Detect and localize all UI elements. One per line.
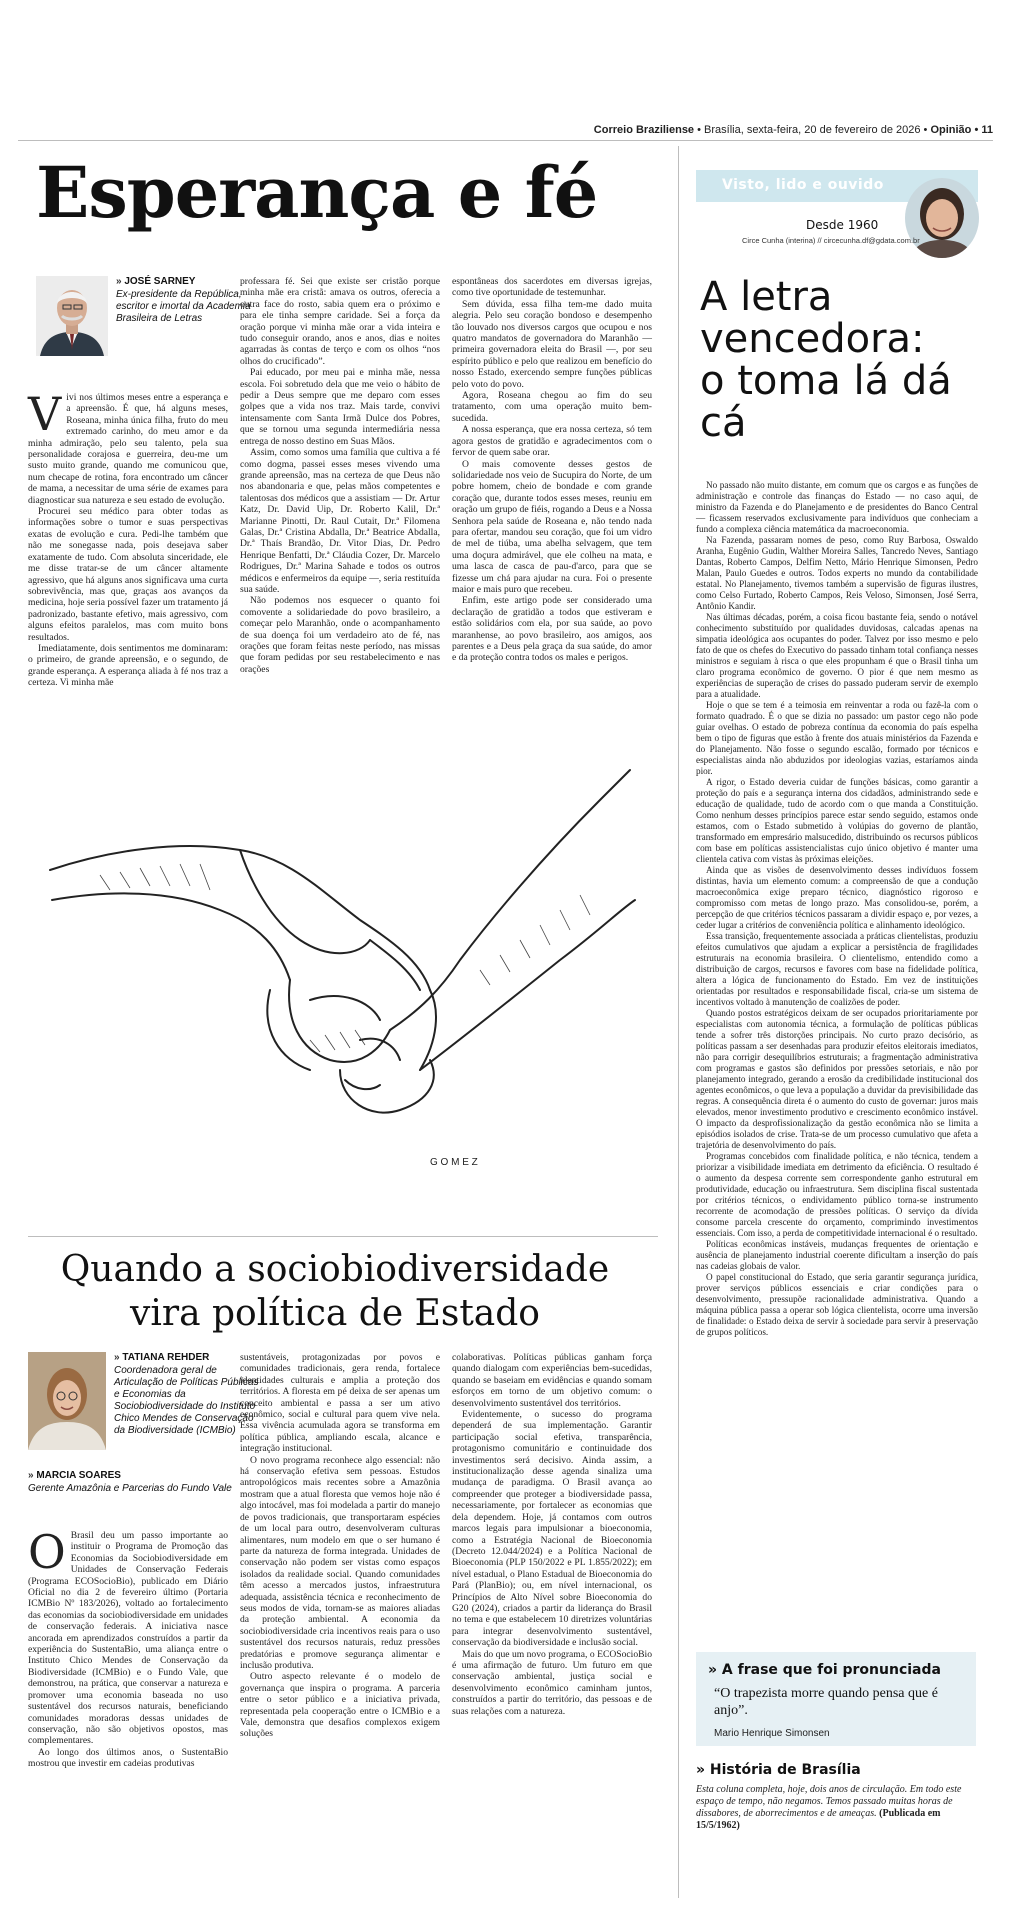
author-name: » TATIANA REHDER <box>114 1352 264 1363</box>
paragraph: Procurei seu médico para obter todas as informações sobre o tumor e suas perspectivas exatas de evolução e cura. Pedi-lhe também que não me sonegasse nada, pois desejava saber exatamente de tudo. Com absoluta sinceridade, ele me disse tratar-se de um câncer altamente agressivo, que há alguns anos significava uma curta sobrevivência, mas que, graças aos avanços da medicina, hoje seria possível fazer um tratamento já padronizado, bastante efetivo, mais agressivo, com alguns efeitos paralelos, mas com muito bons resultados. <box>28 506 228 643</box>
newspaper-name: Correio Braziliense <box>593 124 695 136</box>
paragraph: Não podemos nos esquecer o quanto foi comovente a solidariedade do povo brasileiro, a começar pelo Maranhão, onde o acompanhamento de sua doença foi um verdadeiro ato de fé, nas orações que foram feitas neste período, nas missas que foram pedidas por seu restabelecimento e nas orações <box>240 595 440 675</box>
quote-author: Mario Henrique Simonsen <box>714 1728 830 1739</box>
paragraph: O novo programa reconhece algo essencial: não há conservação efetiva sem pessoas. Estudos antropológicos mais recentes sobre a Amazônia mostram que a atual floresta que vemos hoje não é algo intocável, mas foi modelada a partir do manejo de povos tradicionais, que transportaram espécies de um local para outro, desenvolveram culturas alimentares, num modelo em que o ser humano é parte da natureza de forma integrada. Unidades de conservação não podem ser vistas como espaços isolados da realidade social. Quando comunidades têm acesso a mercados justos, infraestrutura adequada, assistência técnica e reconhecimento de seus modos de vida, tornam-se as maiores aliadas da proteção ambiental. A economia da sociobiodiversidade cria incentivos reais para o uso sustentável dos recursos naturais, reduz pressões predatórias e promove segurança alimentar e inclusão produtiva. <box>240 1454 440 1671</box>
paragraph: Hoje o que se tem é a teimosia em reinventar a roda ou fazê-la com o formato quadrado. É o que se dizia no passado: um pastor cego não pode guiar ovelhas. O estado de pobreza contínua da economia do país espelha bem o tipo de figuras que estão à frente dos atuais ministérios da Fazenda e do Planejamento. Não fosse o segundo escalão, formado por técnicos e especialistas ainda não abduzidos por ideologias vazias, estaríamos ainda pior. <box>696 700 978 776</box>
quote-text: “O trapezista morre quando pensa que é anjo”. <box>714 1686 938 1718</box>
article-2-headline: Quando a sociobiodiversidade vira política de Estado <box>60 1249 610 1334</box>
paragraph: sustentáveis, protagonizadas por povos e comunidades tradicionais, gera renda, fortalece identidades culturais e amplia a proteção dos territórios. A floresta em pé deixa de ser apenas um conceito ambiental e passa a ser um ativo econômico, social e cultural para quem vive nela. Essa vivência acumulada agora se transforma em política pública, ampliando escala, alcance e integração institucional. <box>240 1352 440 1455</box>
article-1-column-3 <box>452 276 652 664</box>
paragraph: A rigor, o Estado deveria cuidar de funções básicas, como garantir a proteção do país e a segurança interna dos cidadãos, administrando sede e educação de qualidade, tudo de acordo com o que manda a Constituição. Como nenhum desses princípios parece estar sendo seguido, estamos onde estamos, com o Estado submetido à volúpias do governo de plantão, transformado em empresário malsucedido, distribuindo os recursos públicos com base em políticas assistencialistas cujo único objetivo é manter uma clientela cativa com vistas às próximas eleições. <box>696 777 978 864</box>
illustrator-signature: G O M E Z <box>430 1157 478 1168</box>
article-2-column-2 <box>240 1352 440 1740</box>
paragraph: ivi nos últimos meses entre a esperança e a apreensão. É que, há alguns meses, Roseana, minha única filha, fruto do meu extremado carinho, do meu amor e da minha admiração, pelo seu talento, pela sua personalidade corajosa e guerreira, deu-me um susto muito grande, quando me comunicou que, num checape de rotina, fora encontrado um câncer de mama, a necessitar de uma série de exames para diagnosticar sua natureza e seu estado de evolução. <box>28 392 228 506</box>
history-text: Esta coluna completa, hoje, dois anos de circulação. Em todo este espaço de tempo, não negamos. Temos passado muitas horas de dissabores, de aborrecimentos e de ameaças. <box>696 1784 962 1819</box>
columnist-credit: Circe Cunha (interina) // circecunha.df@gdata.com.br <box>742 236 920 245</box>
author-photo-rehder <box>28 1352 106 1450</box>
author-block-soares <box>28 1470 238 1495</box>
paragraph: professara fé. Sei que existe ser cristão porque minha mãe era cristã: amava os outros, oferecia a outra face do rosto, sabia quem era o próximo e para ele tinha sempre caridade. Sei a força da oração porque vi minha mãe orar a vida inteira e tudo conseguir orando, anos e anos, dias e noites agarradas às contas de terço e com os olhos “nos olhos do crucificado”. <box>240 276 440 367</box>
paragraph: Programas concebidos com finalidade política, e não técnica, tendem a priorizar a visibilidade imediata em detrimento da eficiência. O resultado é o aumento da despesa corrente sem correspondente ganho estrutural em produtividade, educação ou infraestrutura. Sem disciplina fiscal sustentada por critérios técnicos, o endividamento público torna-se instrumento recorrente de acomodação de pressões políticas. O serviço da dívida consome parcela crescente do orçamento, comprimindo investimentos essenciais. Com isso, a perda de competitividade internacional é o resultado. <box>696 1151 978 1238</box>
paragraph: No passado não muito distante, em comum que os cargos e as funções de administração e controle das finanças do Estado — no caso aqui, de ministro da Fazenda e do Planejamento e de presidentes do Banco Central — ficassem reservados exclusivamente para indivíduos que conheciam a fundo a complexa ciência matemática da macroeconomia. <box>696 480 978 534</box>
article-1-headline: Esperança e fé <box>36 151 598 234</box>
paragraph: Ainda que as visões de desenvolvimento desses indivíduos fossem distintas, havia um elemento comum: a compreensão de que a condução macroeconômica exige preparo técnico, diagnóstico rigoroso e compromisso com metas de longo prazo. Mas consolidou-se, porém, a percepção de que critérios técnicos passaram a dividir espaço e, por vezes, a ceder lugar a critérios de conveniência política e alinhamento ideológico. <box>696 865 978 930</box>
column-body <box>696 480 978 1338</box>
column-divider <box>678 146 679 1898</box>
history-box <box>696 1762 978 1832</box>
paragraph: O papel constitucional do Estado, que seria garantir segurança jurídica, prover serviços públicos essenciais e criar condições para o desenvolvimento, pressupõe racionalidade administrativa. Quando a máquina pública passa a operar sob lógica clientelista, ocorre uma inversão de finalidade: o Estado deixa de servir à sociedade para servir à preservação de grupos políticos. <box>696 1272 978 1337</box>
paragraph: Outro aspecto relevante é o modelo de governança que inspira o programa. A parceria entre o setor público e a iniciativa privada, representada pela cooperação entre o ICMBio e a Vale, demonstra que desafios complexos exigem soluções <box>240 1671 440 1740</box>
section-rule <box>28 1236 658 1237</box>
history-publication: (Publicada em 15/5/1962) <box>696 1808 941 1831</box>
drop-cap: O <box>28 1525 66 1579</box>
paragraph: Imediatamente, dois sentimentos me dominaram: o primeiro, de grande apreensão, e o segundo, de grande esperança. A esperança aliada à fé nos traz a certeza. Vi minha mãe <box>28 642 228 689</box>
paragraph: Mais do que um novo programa, o ECOSocioBio é uma afirmação de futuro. Um futuro em que conservação ambiental, justiça social e desenvolvimento econômico caminham juntos, construídos a partir do território, das pessoas e de suas relações com a natureza. <box>452 1648 652 1717</box>
author-photo-sarney <box>36 276 108 356</box>
author-bio: Ex-presidente da República, escritor e imortal da Academia Brasileira de Letras <box>116 289 251 324</box>
column-since: Desde 1960 <box>806 218 879 232</box>
paragraph: Na Fazenda, passaram nomes de peso, como Ruy Barbosa, Oswaldo Aranha, Eugênio Gudin, Walther Moreira Salles, Tancredo Neves, Santiago Dantas, Roberto Campos, Delfim Netto, Mário Henrique Simonsen, Pedro Malan, Paulo Guedes e outros. Todos experts no mundo da contabilidade estatal. No Planejamento, tivemos também a supervisão de figuras ilustres, como Celso Furtado, Roberto Campos, Reis Veloso, Simonsen, José Serra, Antônio Kandir. <box>696 535 978 611</box>
running-head <box>594 124 993 136</box>
paragraph: O mais comovente desses gestos de solidariedade nos veio de Sucupira do Norte, de um pobre homem, cheio de bondade e com grande coração que, durante todos esses meses, reuniu em oração um grupo de fiéis, rogando a Deus e a Nossa Senhora pela saúde de Roseana e, não tendo nada para ofertar, mandou seu coração, que foi um vidro de mel de tiúba, uma abelha selvagem, que tem uma doçura admirável, que ele colheu na mata, e uma lasca de casca de pau-d'arco, para que se fizesse um chá para ajudar na cura. Foi o presente maior e mais puro que recebeu. <box>452 458 652 595</box>
paragraph: espontâneas dos sacerdotes em diversas igrejas, como tive oportunidade de testemunhar. <box>452 276 652 299</box>
paragraph: Ao longo dos últimos anos, o SustentaBio mostrou que investir em cadeias produtivas <box>28 1746 228 1770</box>
paragraph: Sem dúvida, essa filha tem-me dado muita alegria. Pelo seu coração bondoso e desempenho tão louvado nos diversos cargos que ocupou e nos quatro mandatos de governadora do Maranhão — primeira governadora eleita do Brasil —, por seu espírito público e pelo que realizou em benefício do nosso Estado, exercendo sempre funções públicas pelo voto do povo. <box>452 298 652 390</box>
paragraph: Assim, como somos uma família que cultiva a fé como dogma, passei esses meses vivendo uma grande apreensão, mas na certeza de que Deus não nos abandonaria e que, pelas mãos competentes e talentosas dos médicos que a assistiam — Dr. Artur Katz, Dr. David Uip, Dr. Roberto Kalil, Dr.ª Marianne Pinotti, Dr. Raul Cutait, Dr.ª Filomena Galas, Dr.ª Cristina Abdalla, Dr.ª Beatrice Abdalla, Dr.ª Thaís Brandão, Dr. Vitor Dias, Dr. Pedro Henrique Benfatti, Dr.ª Cláudia Cozer, Dr. Marcelo Rodrigues, Dr.ª Marina Sahade e todos os outros médicos e enfermeiros da equipe —, seria restituída sua saúde. <box>240 447 440 595</box>
drop-cap: V <box>28 387 62 441</box>
author-bio: Coordenadora geral de Articulação de Políticas Públicas e Economias da Sociobiodiversidade do Instituto Chico Mendes de Conservação da Biodiversidade (ICMBio) <box>114 1365 259 1436</box>
paragraph: Políticas econômicas instáveis, mudanças frequentes de orientação e ausência de planejamento industrial coerente dificultam a inserção do país nas cadeias globais de valor. <box>696 1239 978 1271</box>
paragraph: Pai educado, por meu pai e minha mãe, nessa escola. Foi sobretudo dela que me veio o hábito de pedir a Deus sempre que me deparo com esses golpes que a vida nos traz. Mais tarde, convivi intensamente com Santa Irmã Dulce dos Pobres, que se tornou uma segunda intermediária nessa entrega de nosso destino em Suas Mãos. <box>240 367 440 447</box>
author-name: » MARCIA SOARES <box>28 1470 238 1481</box>
quote-label: » A frase que foi pronunciada <box>708 1662 941 1678</box>
quote-box <box>696 1652 976 1746</box>
column-headline: A letra vencedora: o toma lá dá cá <box>700 274 952 446</box>
paragraph: Brasil deu um passo importante ao instituir o Programa de Promoção das Economias da Sociobiodiversidade em Unidades de Conservação Federais (Programa ECOSocioBio), publicado em Diário Oficial no dia 2 de fevereiro último (Portaria ICMBio Nº 183/2026), voltado ao fortalecimento das economias da sociobiodiversidade em unidades de conservação federais. A iniciativa nasce ancorada em aprendizados construídos a partir da experiência do SustentaBio, uma aliança entre o Instituto Chico Mendes de Conservação da Biodiversidade (ICMBio) e o Fundo Vale, que demonstrou, na prática, que conservar a natureza e promover uma economia baseada no uso sustentável dos recursos naturais, beneficiando comunidades moradoras dessas unidades de conservação, não são objetivos opostos, mas complementares. <box>28 1530 228 1747</box>
paragraph: Nas últimas décadas, porém, a coisa ficou bastante feia, sendo o notável conhecimento substituído por qualidades duvidosas, calcadas apenas na simpatia ideológica aos ocupantes do poder. Talvez por isso mesmo e pelo fato de que os chefes do Executivo do passado tinham total confiança nesses ministros e seguiam à risca o que eles propunham é que o Brasil tinha um claro programa econômico de governo. O pior é que nem mesmo as experiências de superação de crises do passado puderam servir de exemplo para a atualidade. <box>696 612 978 699</box>
article-1-column-1 <box>28 387 228 689</box>
page-number: • 11 <box>971 124 993 136</box>
author-bio: Gerente Amazônia e Parcerias do Fundo Vale <box>28 1483 232 1494</box>
running-head-date: • Brasília, sexta-feira, 20 de fevereiro de 2026 • <box>694 124 931 136</box>
paragraph: Quando postos estratégicos deixam de ser ocupados prioritariamente por especialistas com autonomia técnica, a formulação de políticas públicas tende a sofrer três distorções principais. No curto prazo decisório, as políticas passam a ser desenhadas para produzir efeitos eleitorais imediatos, não para corrigir desequilíbrios estruturais; a fragmentação administrativa com programas e gastos são definidos por pressões setoriais, e não por planejamento integrado, gerando a erosão da credibilidade institucional dos agentes econômicos, o que leva a população a duvidar da previsibilidade das regras. A consequência direta é o aumento do custo de governar: juros mais elevados, menor investimento produtivo e crescimento econômico instável. O impacto da desprofissionalização da gestão econômica não se limita a episódios isolados de crise. Trata-se de um processo cumulativo que afeta a trajetória de desenvolvimento do país. <box>696 1008 978 1150</box>
author-name: » JOSÉ SARNEY <box>116 276 276 287</box>
article-2-column-1 <box>28 1525 228 1770</box>
article-1-column-2 <box>240 276 440 675</box>
running-head-section: Opinião <box>930 124 972 136</box>
history-label: » História de Brasília <box>696 1762 861 1778</box>
clasped-hands-illustration <box>40 740 640 1180</box>
paragraph: Essa transição, frequentemente associada a práticas clientelistas, produziu efeitos cumulativos que ajudam a explicar a persistência de fragilidades estruturais na economia brasileira. O clientelismo, entendido como a distribuição de cargos, recursos e favores com base na fidelidade política, altera a lógica de funcionamento do Estado. Em vez de instituições orientadas por resultados e responsabilidade fiscal, cria-se um sistema de incentivos voltado à manutenção de coalizões de poder. <box>696 931 978 1007</box>
columnist-photo <box>905 178 979 258</box>
paragraph: colaborativas. Políticas públicas ganham força quando dialogam com experiências bem-sucedidas, quando se baseiam em evidências e quando somam esforços em torno de um objetivo comum: o desenvolvimento sustentável dos territórios. <box>452 1352 652 1409</box>
paragraph: Evidentemente, o sucesso do programa dependerá de sua implementação. Garantir participação social efetiva, transparência, protagonismo comunitário e continuidade dos investimentos será decisivo. Ainda assim, a institucionalização desse agenda sinaliza uma mudança de paradigma. O Brasil avança ao compreender que proteger a biodiversidade passa, necessariamente, por fortalecer as economias que dela dependem. Hoje, já contamos com outros marcos legais para impulsionar a bioeconomia, como a Estratégia Nacional de Bioeconomia (Decreto 12.044/2024) e a Política Nacional de Bioeconomia (PLP 150/2022 e PL 1.855/2022); em nível estadual, o Plano Estadual de Bioeconomia do Pará (PlanBio); ou, em nível internacional, os Princípios de Alto Nível sobre Bioeconomia do G20 (2024), criados a partir da liderança do Brasil no tema e que estabelecem 10 diretrizes voluntárias para integrar desenvolvimento sustentável, conservação da biodiversidade e inclusão social. <box>452 1409 652 1649</box>
paragraph: Agora, Roseana chegou ao fim do seu tratamento, com uma operação muito bem-sucedida. <box>452 390 652 424</box>
history-text-wrap <box>696 1784 978 1832</box>
paragraph: A nossa esperança, que era nossa certeza, só tem agora gestos de gratidão e agradecimentos com o fervor de quem sabe orar. <box>452 424 652 459</box>
article-2-column-3 <box>452 1352 652 1717</box>
column-title: Visto, lido e ouvido <box>722 177 884 193</box>
top-rule <box>18 140 993 141</box>
paragraph: Enfim, este artigo pode ser considerado uma declaração de gratidão a todos que estiveram e estão solidários com ela, por sua saúde, ao povo maranhense, ao povo brasileiro, aos amigos, aos parentes e a Deus pela graça da sua saúde, do amor e da proteção contra todos os males e perigos. <box>452 595 652 664</box>
